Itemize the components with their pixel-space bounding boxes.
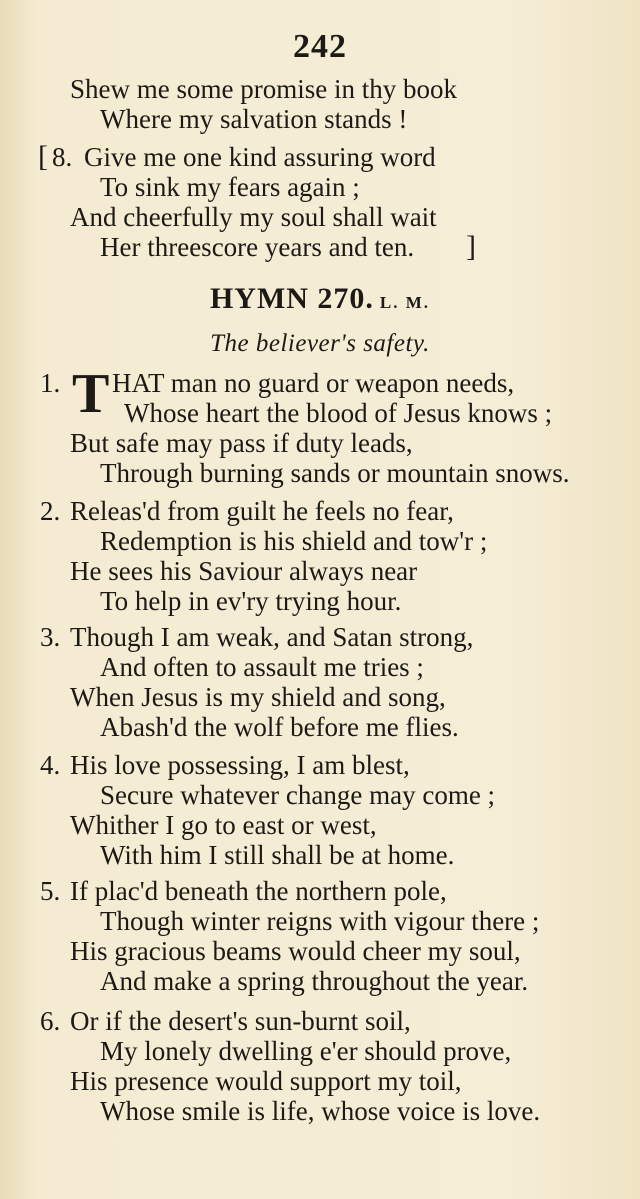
verse-line: With him I still shall be at home. bbox=[100, 840, 455, 870]
verse-line: To help in ev'ry trying hour. bbox=[100, 586, 402, 616]
verse-line: Or if the desert's sun-burnt soil, bbox=[70, 1006, 411, 1036]
verse-line: When Jesus is my shield and song, bbox=[70, 682, 446, 712]
verse-line: Give me one kind assuring word bbox=[84, 142, 436, 172]
verse-line: He sees his Saviour always near bbox=[70, 556, 418, 586]
verse-line: And make a spring throughout the year. bbox=[100, 966, 529, 996]
verse-line: Though I am weak, and Satan strong, bbox=[70, 622, 474, 652]
verse-line: Whither I go to east or west, bbox=[70, 810, 377, 840]
verse-line: And often to assault me tries ; bbox=[100, 652, 424, 682]
drop-cap: T bbox=[72, 363, 110, 425]
verse-line: HAT man no guard or weapon needs, bbox=[112, 368, 515, 398]
verse-number: 1. bbox=[40, 368, 61, 398]
hymn-title bbox=[0, 282, 640, 316]
verse-line: Secure whatever change may come ; bbox=[100, 780, 496, 810]
verse-line: Through burning sands or mountain snows. bbox=[100, 458, 570, 488]
verse-number: 4. bbox=[40, 750, 61, 780]
verse-line: His presence would support my toil, bbox=[70, 1066, 462, 1096]
verse-line: Redemption is his shield and tow'r ; bbox=[100, 526, 488, 556]
hymn-number: HYMN 270. bbox=[209, 282, 374, 315]
verse-line: His gracious beams would cheer my soul, bbox=[70, 936, 521, 966]
verse-line: Whose heart the blood of Jesus knows ; bbox=[124, 398, 553, 428]
verse-line: My lonely dwelling e'er should prove, bbox=[100, 1036, 512, 1066]
verse-line: Though winter reigns with vigour there ; bbox=[100, 906, 540, 936]
verse-line: Her threescore years and ten. bbox=[100, 232, 415, 262]
verse-line: Where my salvation stands ! bbox=[100, 104, 408, 134]
verse-number: 3. bbox=[40, 622, 61, 652]
hymn-meter: L. M. bbox=[379, 293, 431, 312]
verse-line: And cheerfully my soul shall wait bbox=[70, 202, 437, 232]
verse-line: Whose smile is life, whose voice is love. bbox=[100, 1096, 541, 1126]
verse-line: To sink my fears again ; bbox=[100, 172, 360, 202]
page-number: 242 bbox=[293, 28, 347, 65]
verse-number: 5. bbox=[40, 876, 61, 906]
verse-line: Shew me some promise in thy book bbox=[70, 74, 457, 104]
verse-number: 6. bbox=[40, 1006, 61, 1036]
verse-line: If plac'd beneath the northern pole, bbox=[70, 876, 447, 906]
verse-line: Releas'd from guilt he feels no fear, bbox=[70, 496, 454, 526]
verse-number: 8. bbox=[52, 142, 73, 172]
verse-line: His love possessing, I am blest, bbox=[70, 750, 410, 780]
bracket-close: ] bbox=[466, 230, 476, 263]
hymn-subtitle: The believer's safety. bbox=[210, 330, 430, 357]
verse-line: Abash'd the wolf before me flies. bbox=[100, 712, 459, 742]
verse-line: But safe may pass if duty leads, bbox=[70, 428, 413, 458]
verse-number: 2. bbox=[40, 496, 61, 526]
bracket-open: [ bbox=[38, 140, 48, 173]
